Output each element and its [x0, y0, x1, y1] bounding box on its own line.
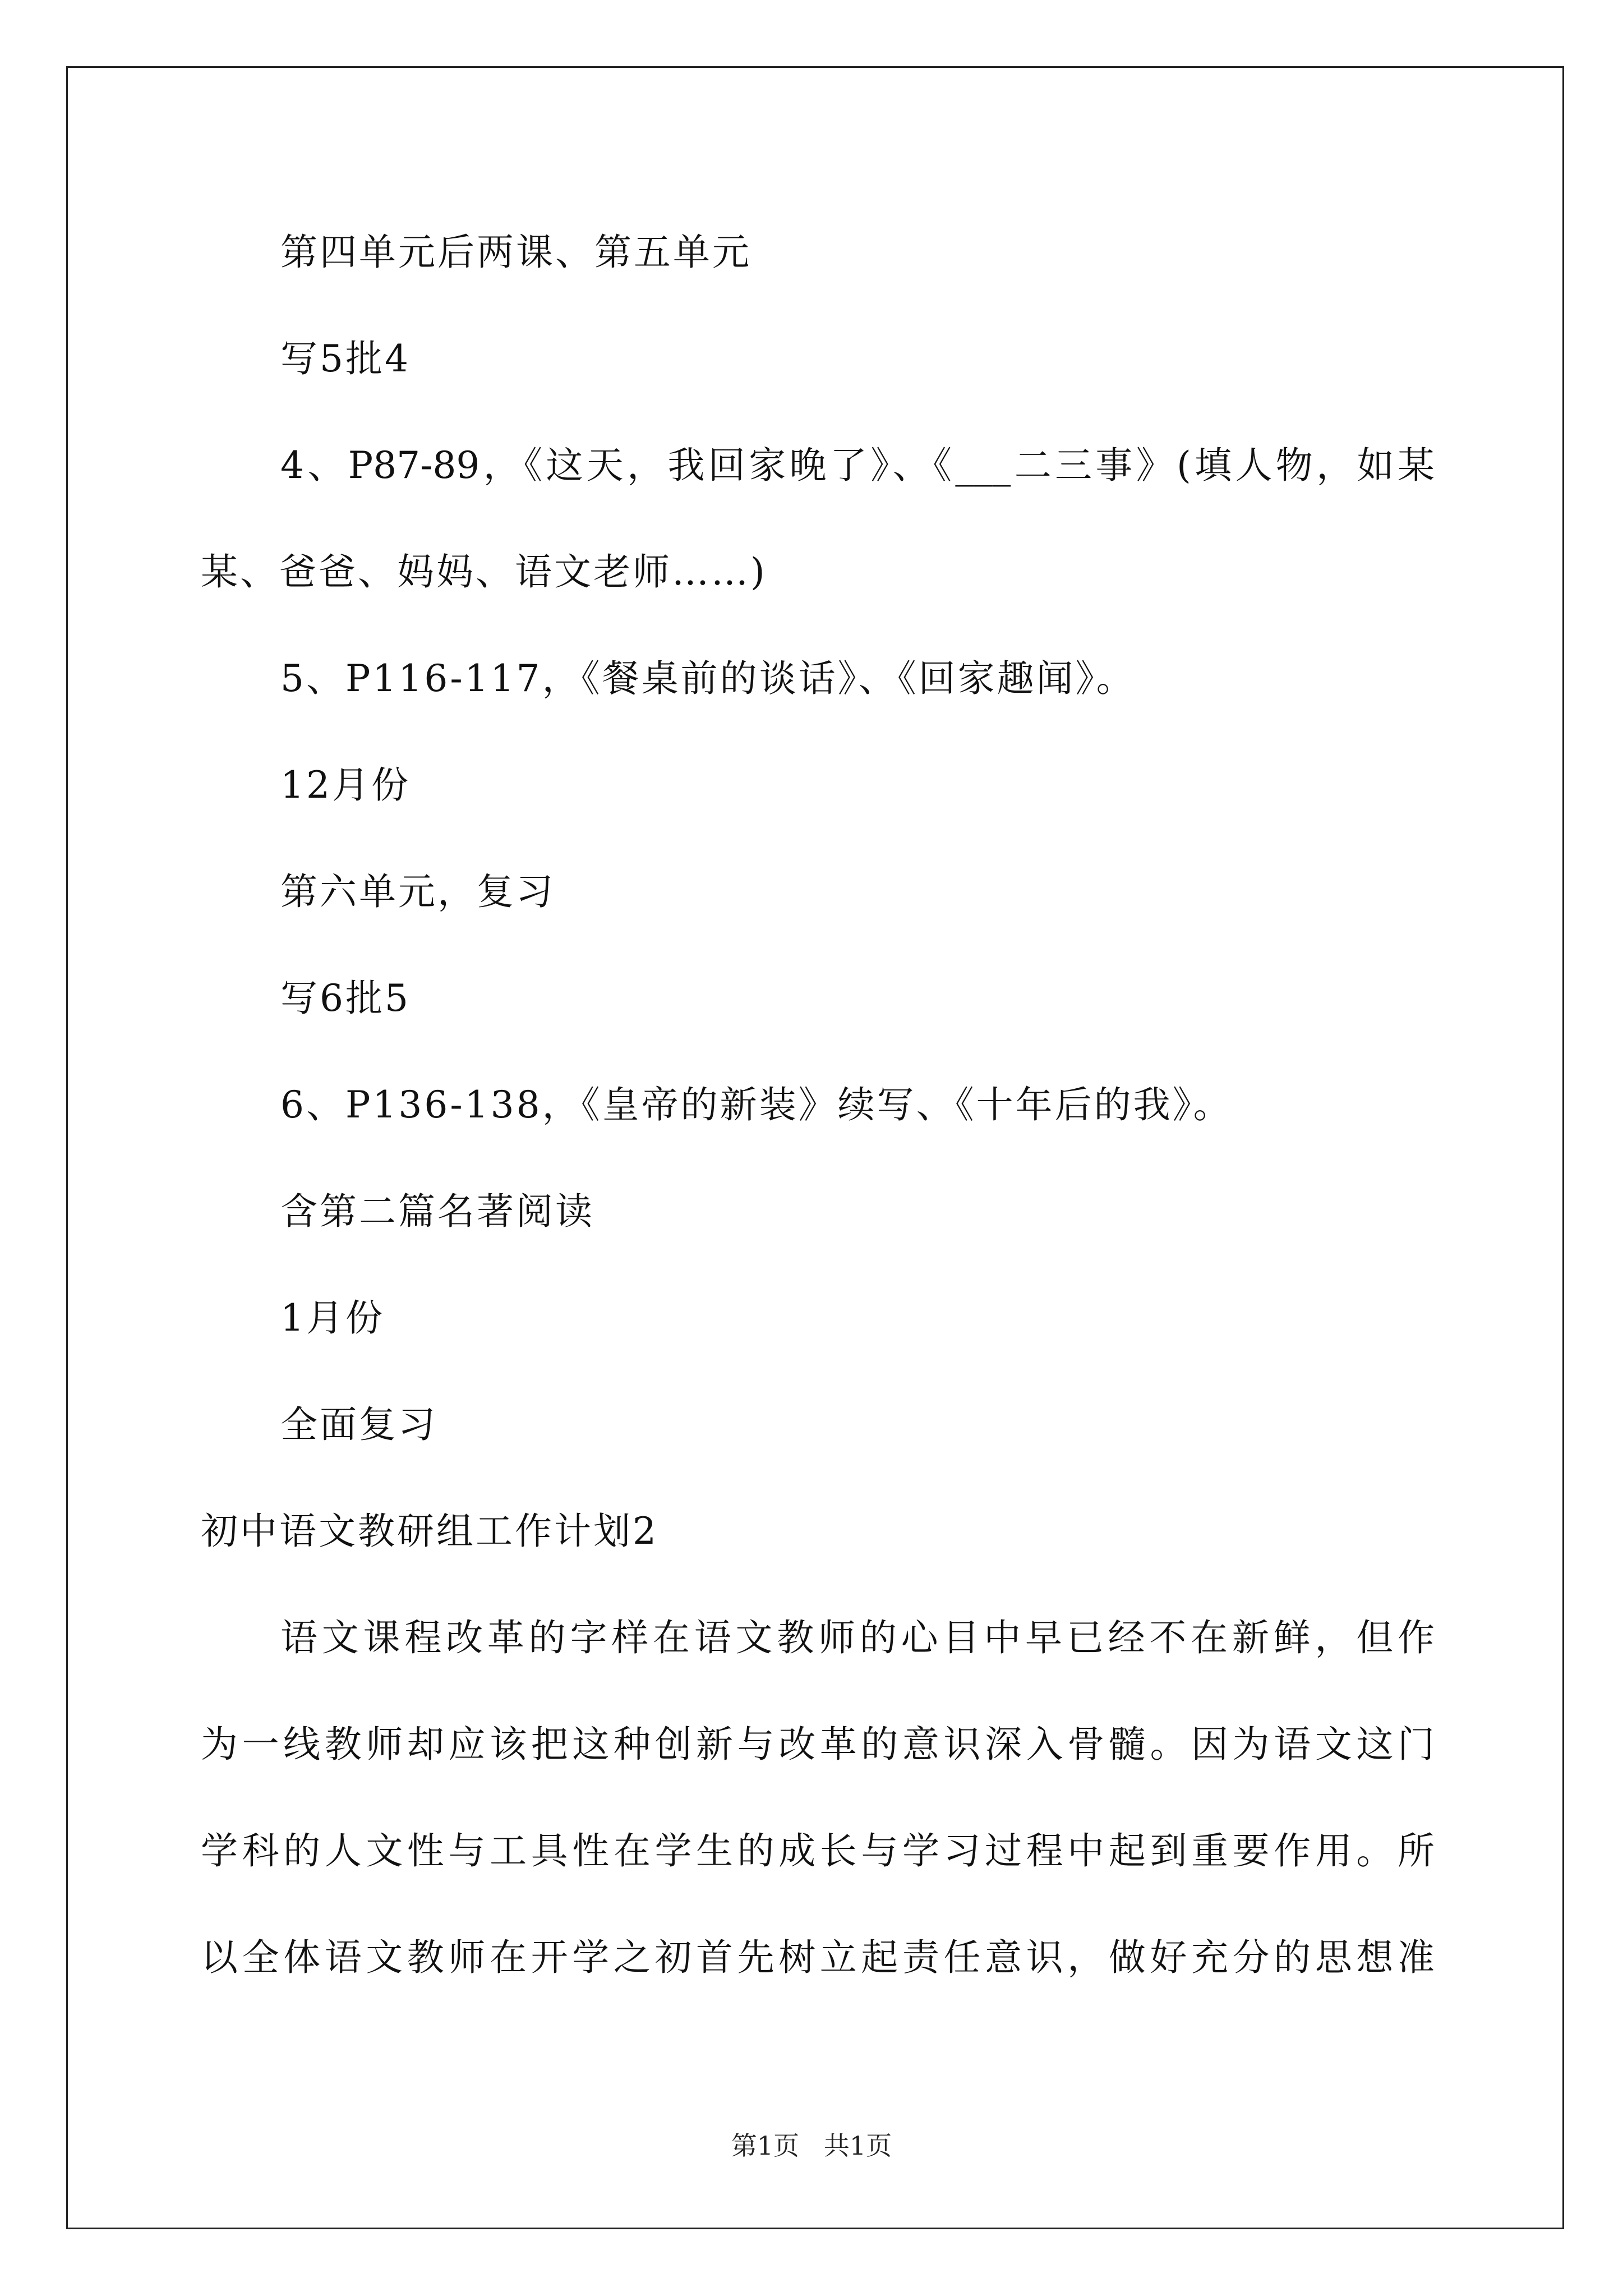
- text-line: 某、爸爸、妈妈、语文老师……): [201, 550, 767, 593]
- text-line: 全面复习: [280, 1403, 437, 1446]
- section-heading: 初中语文教研组工作计划2: [201, 1510, 658, 1553]
- text-line: 写6批5: [280, 977, 411, 1020]
- text-line: 1月份: [280, 1296, 385, 1340]
- text-line: 语文课程改革的字样在语文教师的心目中早已经不在新鲜，但作: [280, 1616, 1435, 1659]
- text-line: 4、P87-89，《这天，我回家晚了》、《___二三事》(填人物，如某: [280, 444, 1435, 487]
- page-footer: 第1页 共1页: [731, 2131, 892, 2161]
- text-line: 12月份: [280, 763, 411, 807]
- text-line: 6、P136-138，《皇帝的新装》续写、《十年后的我》。: [280, 1083, 1233, 1126]
- text-line: 5、P116-117，《餐桌前的谈话》、《回家趣闻》。: [280, 657, 1136, 700]
- text-line: 学科的人文性与工具性在学生的成长与学习过程中起到重要作用。所: [201, 1829, 1435, 1872]
- text-line: 写5批4: [280, 337, 411, 380]
- text-line: 含第二篇名著阅读: [280, 1190, 594, 1233]
- text-line: 以全体语文教师在开学之初首先树立起责任意识，做好充分的思想准: [201, 1936, 1435, 1979]
- text-line: 为一线教师却应该把这种创新与改革的意识深入骨髓。因为语文这门: [201, 1723, 1435, 1766]
- text-line: 第四单元后两课、第五单元: [280, 231, 751, 274]
- text-line: 第六单元，复习: [280, 870, 555, 913]
